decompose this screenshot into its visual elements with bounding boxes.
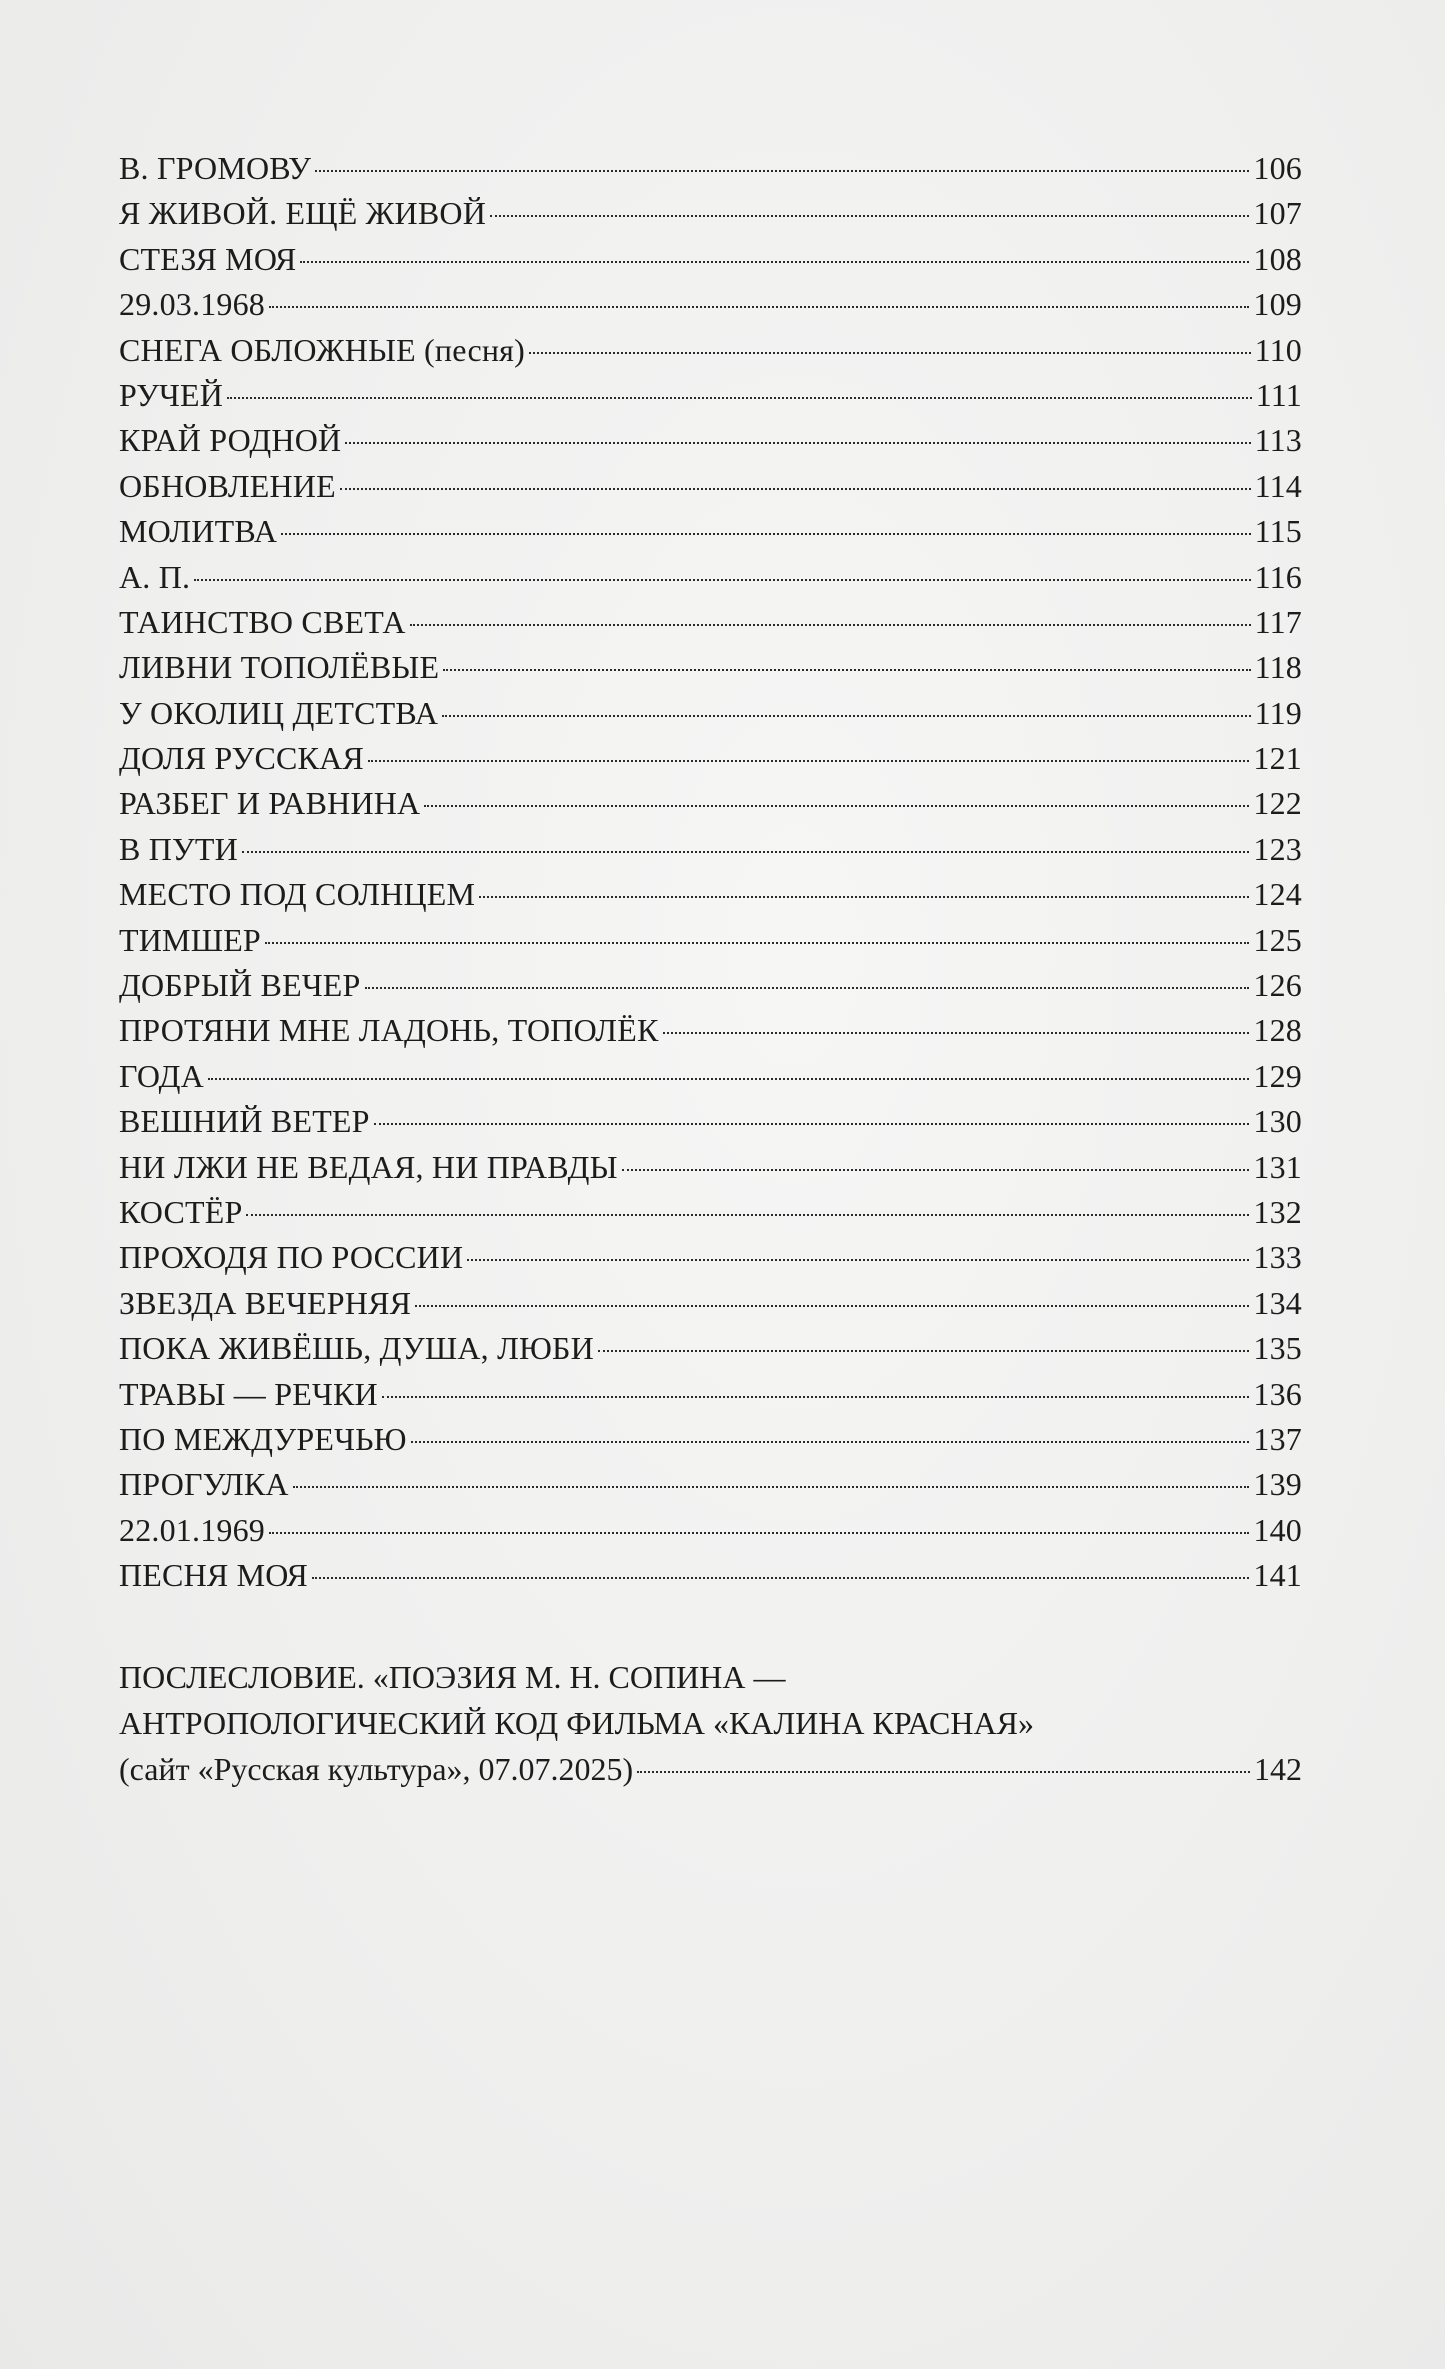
dot-leader [410,624,1251,626]
dot-leader [315,170,1249,172]
toc-entry-page-number: 119 [1254,694,1302,731]
toc-entry-page-number: 137 [1253,1420,1302,1457]
dot-leader [424,805,1249,807]
toc-entry-title: А. П. [119,558,191,595]
toc-entry [119,918,1302,963]
dot-leader [312,1577,1250,1579]
toc-entry-page-number: 111 [1255,376,1302,413]
toc-entry-page-number: 118 [1254,649,1302,686]
toc-entry-title: СНЕГА ОБЛОЖНЫЕ (песня) [119,331,525,368]
toc-entry [119,1462,1302,1507]
toc-entry-page-number: 130 [1253,1103,1302,1140]
afterword-entry [119,1654,1302,1792]
dot-leader [269,306,1249,308]
toc-entry-page-number: 140 [1253,1511,1302,1548]
toc-entry-page-number: 125 [1253,921,1302,958]
dot-leader [246,1214,1249,1216]
afterword-title-line-1: ПОСЛЕСЛОВИЕ. «ПОЭЗИЯ М. Н. СОПИНА — [119,1659,786,1695]
toc-entry-page-number: 113 [1254,422,1302,459]
toc-entry-page-number: 122 [1253,785,1302,822]
toc-entry-title: ТРАВЫ — РЕЧКИ [119,1375,378,1412]
toc-entry-title: ПО МЕЖДУРЕЧЬЮ [119,1420,407,1457]
toc-entry-title: ГОДА [119,1057,204,1094]
toc-entry [119,736,1302,781]
toc-entry-title: ТАИНСТВО СВЕТА [119,603,406,640]
toc-entry-page-number: 114 [1254,467,1302,504]
dot-leader [194,579,1250,581]
dot-leader [340,488,1251,490]
toc-entry [119,328,1302,373]
toc-entry-title: В. ГРОМОВУ [119,150,312,186]
toc-entry [119,1008,1302,1053]
toc-entry [119,781,1302,826]
dot-leader [269,1532,1249,1534]
table-of-contents [119,146,1302,1599]
toc-entry-title: ТИМШЕР [119,921,261,958]
toc-entry [119,827,1302,872]
toc-entry-title: ДОБРЫЙ ВЕЧЕР [119,967,361,1004]
toc-entry-title: В ПУТИ [119,830,238,867]
toc-entry [119,1553,1302,1598]
toc-entry-title: У ОКОЛИЦ ДЕТСТВА [119,694,439,731]
toc-entry-title: ПОКА ЖИВЁШЬ, ДУША, ЛЮБИ [119,1330,594,1367]
toc-entry [119,1326,1302,1371]
toc-entry-title: РАЗБЕГ И РАВНИНА [119,785,421,822]
toc-entry-page-number: 107 [1253,195,1302,232]
toc-entry-page-number: 132 [1253,1193,1302,1230]
toc-entry [119,1508,1302,1553]
toc-entry [119,464,1302,509]
afterword-title-line-2: АНТРОПОЛОГИЧЕСКИЙ КОД ФИЛЬМА «КАЛИНА КРАСНАЯ» [119,1705,1034,1741]
afterword-source-row [119,1746,1302,1792]
toc-entry-title: ОБНОВЛЕНИЕ [119,467,336,504]
dot-leader [663,1032,1250,1034]
toc-entry-title: МОЛИТВА [119,513,278,550]
dot-leader [208,1078,1249,1080]
toc-entry-page-number: 116 [1254,558,1302,595]
toc-entry-page-number: 133 [1253,1239,1302,1276]
dot-leader [242,851,1249,853]
toc-entry-title: ДОЛЯ РУССКАЯ [119,740,364,777]
toc-entry [119,691,1302,736]
toc-entry-title: КОСТЁР [119,1193,243,1230]
dot-leader [411,1441,1250,1443]
toc-entry-page-number: 109 [1253,286,1302,323]
toc-entry [119,963,1302,1008]
toc-entry-title: ПРОГУЛКА [119,1466,289,1503]
toc-entry [119,373,1302,418]
toc-entry-page-number: 126 [1253,967,1302,1004]
toc-entry [119,600,1302,645]
toc-entry [119,645,1302,690]
toc-entry-page-number: 115 [1254,513,1302,550]
toc-entry-title: 22.01.1969 [119,1511,265,1548]
dot-leader [598,1350,1249,1352]
toc-entry [119,237,1302,282]
toc-entry-title: 29.03.1968 [119,286,265,323]
dot-leader [622,1169,1250,1171]
toc-entry [119,1099,1302,1144]
toc-entry [119,1054,1302,1099]
dot-leader [382,1396,1250,1398]
toc-entry [119,872,1302,917]
afterword-page-number: 142 [1254,1751,1302,1787]
toc-entry-page-number: 121 [1253,740,1302,777]
toc-entry-title: КРАЙ РОДНОЙ [119,422,342,459]
toc-entry-title: ПРОХОДЯ ПО РОССИИ [119,1239,464,1276]
toc-entry-title: СТЕЗЯ МОЯ [119,240,297,277]
toc-entry-title: ЛИВНИ ТОПОЛЁВЫЕ [119,649,440,686]
dot-leader [479,896,1249,898]
toc-entry-page-number: 123 [1253,830,1302,867]
toc-entry [119,191,1302,236]
toc-entry-title: НИ ЛЖИ НЕ ВЕДАЯ, НИ ПРАВДЫ [119,1148,618,1185]
toc-entry [119,146,1302,191]
toc-entry-page-number: 129 [1253,1057,1302,1094]
toc-entry [119,1145,1302,1190]
dot-leader [637,1771,1250,1773]
dot-leader [529,352,1251,354]
toc-entry [119,1372,1302,1417]
toc-entry-title: Я ЖИВОЙ. ЕЩЁ ЖИВОЙ [119,195,487,232]
toc-entry [119,1417,1302,1462]
toc-entry-page-number: 110 [1254,331,1302,368]
toc-entry-page-number: 117 [1254,603,1302,640]
dot-leader [293,1486,1250,1488]
toc-entry-title: ПЕСНЯ МОЯ [119,1557,308,1594]
dot-leader [374,1123,1250,1125]
dot-leader [490,215,1249,217]
toc-entry [119,418,1302,463]
dot-leader [300,261,1249,263]
toc-entry-page-number: 139 [1253,1466,1302,1503]
toc-entry-title: РУЧЕЙ [119,376,224,413]
toc-entry-title: МЕСТО ПОД СОЛНЦЕМ [119,876,476,913]
toc-entry-page-number: 128 [1253,1012,1302,1049]
toc-entry-page-number: 108 [1253,240,1302,277]
toc-entry [119,282,1302,327]
toc-entry [119,1235,1302,1280]
toc-entry-page-number: 141 [1253,1557,1302,1594]
toc-entry-page-number: 131 [1253,1148,1302,1185]
toc-entry-title: ВЕШНИЙ ВЕТЕР [119,1103,370,1140]
toc-entry-page-number: 124 [1253,876,1302,913]
toc-entry-page-number: 136 [1253,1375,1302,1412]
dot-leader [368,760,1249,762]
toc-entry [119,509,1302,554]
toc-entry-page-number: 134 [1253,1284,1302,1321]
toc-entry-title: ПРОТЯНИ МНЕ ЛАДОНЬ, ТОПОЛЁК [119,1012,659,1049]
toc-entry [119,1190,1302,1235]
toc-entry-title: ЗВЕЗДА ВЕЧЕРНЯЯ [119,1284,412,1321]
afterword-source: (сайт «Русская культура», 07.07.2025) [119,1751,634,1787]
toc-entry-page-number: 106 [1253,150,1302,186]
dot-leader [227,397,1252,399]
dot-leader [265,942,1249,944]
dot-leader [365,987,1250,989]
toc-entry-page-number: 135 [1253,1330,1302,1367]
toc-entry [119,555,1302,600]
dot-leader [281,533,1250,535]
dot-leader [467,1259,1249,1261]
dot-leader [443,669,1250,671]
dot-leader [345,442,1250,444]
dot-leader [442,715,1250,717]
toc-entry [119,1281,1302,1326]
dot-leader [415,1305,1249,1307]
